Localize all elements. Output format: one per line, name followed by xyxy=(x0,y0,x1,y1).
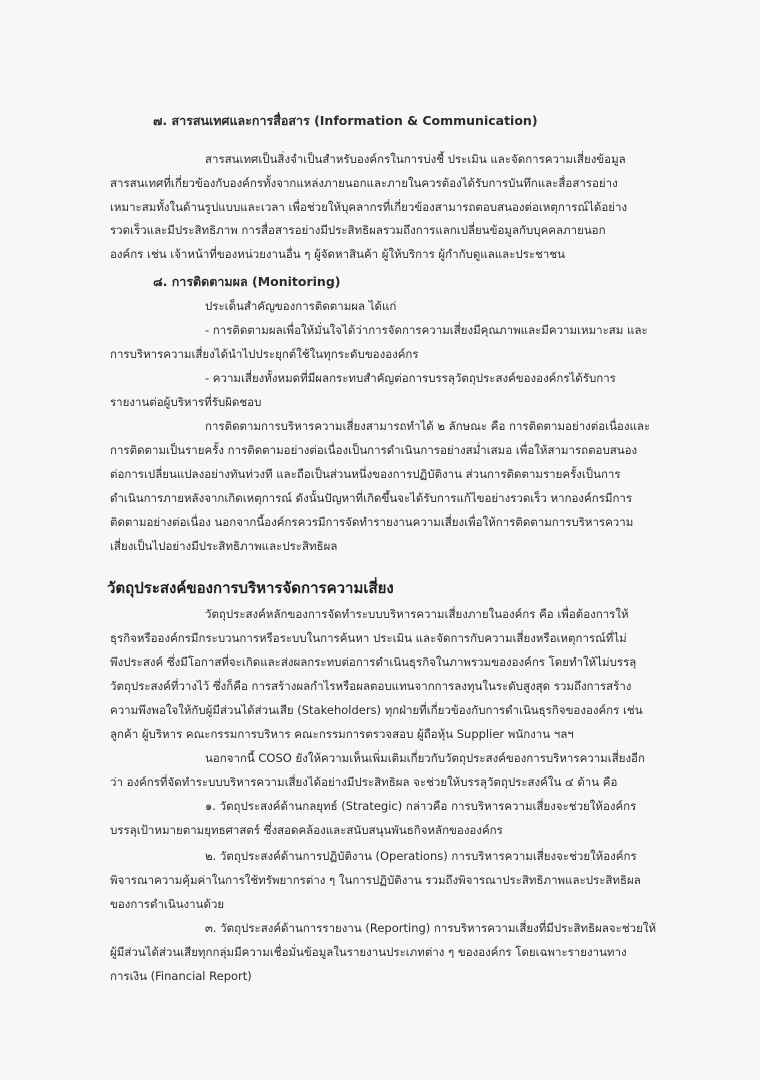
section8-line: การติดตามการบริหารความเสี่ยงสามารถทำได้ ๒ ลักษณะ คือ การติดตามอย่างต่อเนื่องและ xyxy=(205,419,651,433)
objectives-line: พิจารณาความคุ้มค่าในการใช้ทรัพยากรต่าง ๆ ในการปฏิบัติงาน รวมถึงพิจารณาประสิทธิภาพและประสิทธิผล xyxy=(110,873,641,887)
objectives-heading: วัตถุประสงค์ของการบริหารจัดการความเสี่ยง xyxy=(107,579,394,597)
objectives-line: ๒. วัตถุประสงค์ด้านการปฏิบัติงาน (Operations) การบริหารความเสี่ยงจะช่วยให้องค์กร xyxy=(205,849,637,863)
objectives-line: ผู้มีส่วนได้ส่วนเสียทุกกลุ่มมีความเชื่อมั่นข้อมูลในรายงานประเภทต่าง ๆ ขององค์กร โดยเฉพาะรายงานทาง xyxy=(110,945,627,959)
section7-line: องค์กร เช่น เจ้าหน้าที่ของหน่วยงานอื่น ๆ ผู้จัดหาสินค้า ผู้ให้บริการ ผู้กำกับดูแลและประชาชน xyxy=(110,247,565,261)
section8-heading: ๘. การติดตามผล (Monitoring) xyxy=(153,274,341,289)
objectives-line: การเงิน (Financial Report) xyxy=(110,969,252,983)
section8-line: ต่อการเปลี่ยนแปลงอย่างทันท่วงที และถือเป็นส่วนหนึ่งของการปฏิบัติงาน ส่วนการติดตามรายครั้งเป็นการ xyxy=(110,467,621,481)
section7-line: รวดเร็วและมีประสิทธิภาพ การสื่อสารอย่างมีประสิทธิผลรวมถึงการแลกเปลี่ยนข้อมูลกับบุคคลภายนอก xyxy=(110,223,606,237)
objectives-line: วัตถุประสงค์ที่วางไว้ ซึ่งก็คือ การสร้างผลกำไรหรือผลตอบแทนจากการลงทุนในระดับสูงสุด รวมถึงการสร้าง xyxy=(110,679,632,693)
section8-line: ติดตามอย่างต่อเนื่อง นอกจากนี้องค์กรควรมีการจัดทำรายงานความเสี่ยงเพื่อให้การติดตามการบริหารความ xyxy=(110,515,634,529)
section8-line: การติดตามเป็นรายครั้ง การติดตามอย่างต่อเนื่องเป็นการดำเนินการอย่างสม่ำเสมอ เพื่อให้สามารถตอบสนอง xyxy=(110,443,638,457)
objectives-line: ของการดำเนินงานด้วย xyxy=(110,897,225,911)
section8-line: - การติดตามผลเพื่อให้มั่นใจได้ว่าการจัดการความเสี่ยงมีคุณภาพและมีความเหมาะสม และ xyxy=(205,323,648,337)
section8-line: ดำเนินการภายหลังจากเกิดเหตุการณ์ ดังนั้นปัญหาที่เกิดขึ้นจะได้รับการแก้ไขอย่างรวดเร็ว หากองค์กรมีการ xyxy=(110,491,633,505)
section8-line: ประเด็นสำคัญของการติดตามผล ได้แก่ xyxy=(205,299,397,313)
objectives-line: นอกจากนี้ COSO ยังให้ความเห็นเพิ่มเติมเกี่ยวกับวัตถุประสงค์ของการบริหารความเสี่ยงอีก xyxy=(205,751,645,765)
objectives-line: บรรลุเป้าหมายตามยุทธศาสตร์ ซึ่งสอดคล้องและสนับสนุนพันธกิจหลักขององค์กร xyxy=(110,823,503,837)
section8-line: เสี่ยงเป็นไปอย่างมีประสิทธิภาพและประสิทธิผล xyxy=(110,539,338,553)
section7-line: เหมาะสมทั้งในด้านรูปแบบและเวลา เพื่อช่วยให้บุคลากรที่เกี่ยวข้องสามารถตอบสนองต่อเหตุการณ์ได้อย่าง xyxy=(110,200,628,214)
objectives-line: ความพึงพอใจให้กับผู้มีส่วนได้ส่วนเสีย (Stakeholders) ทุกฝ่ายที่เกี่ยวข้องกับการดำเนินธุรกิจขององค์กร เช่น xyxy=(110,703,643,717)
section7-line: สารสนเทศที่เกี่ยวข้องกับองค์กรทั้งจากแหล่งภายนอกและภายในควรต้องได้รับการบันทึกและสื่อสารอย่าง xyxy=(110,176,618,190)
section7-heading: ๗. สารสนเทศและการสื่อสาร (Information & Communication) xyxy=(153,113,538,128)
objectives-line: วัตถุประสงค์หลักของการจัดทำระบบบริหารความเสี่ยงภายในองค์กร คือ เพื่อต้องการให้ xyxy=(205,607,629,621)
objectives-line: ธุรกิจหรือองค์กรมีกระบวนการหรือระบบในการค้นหา ประเมิน และจัดการกับความเสี่ยงหรือเหตุการณ์ที่ไม่ xyxy=(110,631,627,645)
section7-line: สารสนเทศเป็นสิ่งจำเป็นสำหรับองค์กรในการบ่งชี้ ประเมิน และจัดการความเสี่ยงข้อมูล xyxy=(205,152,626,166)
section8-line: การบริหารความเสี่ยงได้นำไปประยุกต์ใช้ในทุกระดับขององค์กร xyxy=(110,347,419,361)
objectives-line: พึงประสงค์ ซึ่งมีโอกาสที่จะเกิดและส่งผลกระทบต่อการดำเนินธุรกิจในภาพรวมขององค์กร โดยทำให้ไม่บรรลุ xyxy=(110,655,637,669)
section8-line: - ความเสี่ยงทั้งหมดที่มีผลกระทบสำคัญต่อการบรรลุวัตถุประสงค์ขององค์กรได้รับการ xyxy=(205,371,616,385)
objectives-line: ว่า องค์กรที่จัดทำระบบบริหารความเสี่ยงได้อย่างมีประสิทธิผล จะช่วยให้บรรลุวัตถุประสงค์ใน ๔ ด้าน คือ xyxy=(110,775,618,789)
objectives-line: ลูกค้า ผู้บริหาร คณะกรรมการบริหาร คณะกรรมการตรวจสอบ ผู้ถือหุ้น Supplier พนักงาน ฯลฯ xyxy=(110,727,574,741)
section8-line: รายงานต่อผู้บริหารที่รับผิดชอบ xyxy=(110,395,262,409)
objectives-line: ๑. วัตถุประสงค์ด้านกลยุทธ์ (Strategic) กล่าวคือ การบริหารความเสี่ยงจะช่วยให้องค์กร xyxy=(205,799,637,813)
objectives-line: ๓. วัตถุประสงค์ด้านการรายงาน (Reporting) การบริหารความเสี่ยงที่มีประสิทธิผลจะช่วยให้ xyxy=(205,921,657,935)
